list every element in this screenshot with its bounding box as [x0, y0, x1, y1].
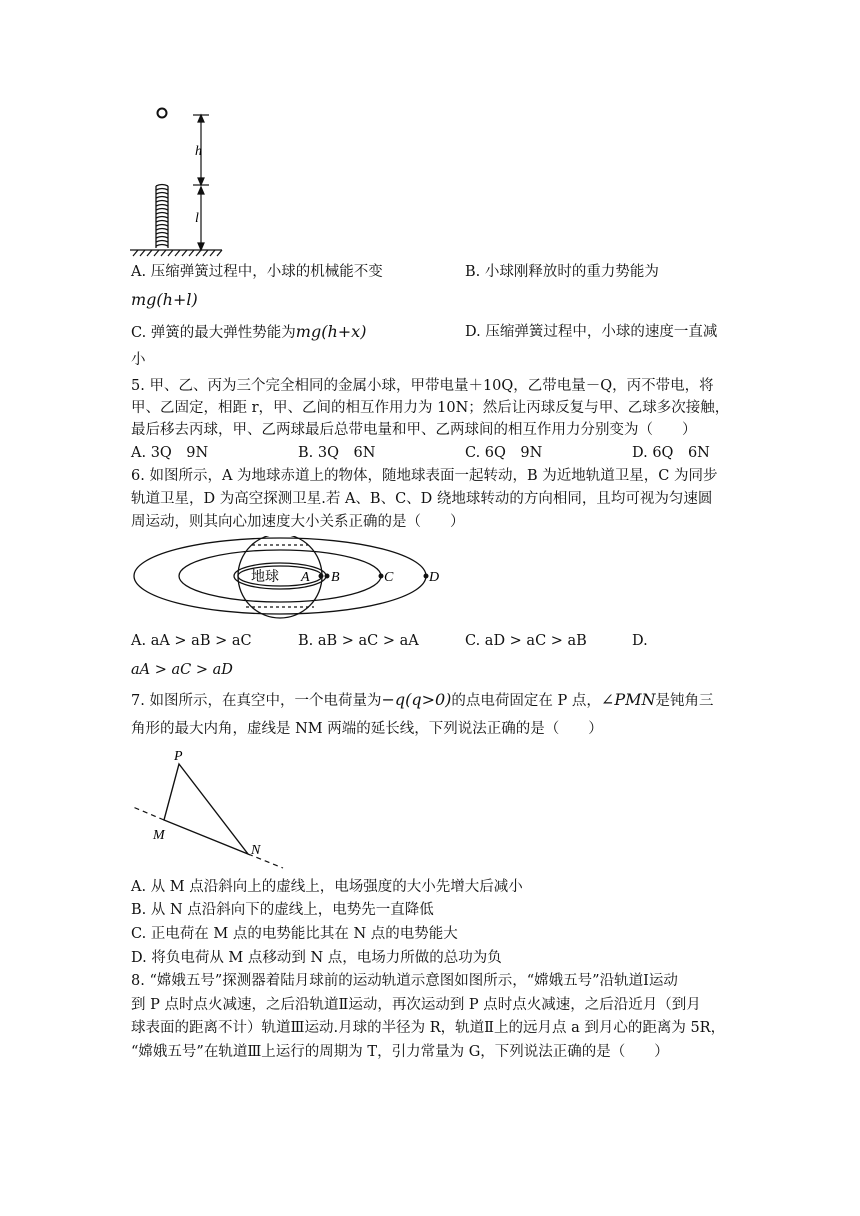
label-d: D [429, 570, 440, 585]
point-c [379, 574, 384, 579]
q7-stem-line1 [131, 690, 713, 711]
q7-charge-formula: −q(q>0) [381, 690, 452, 709]
orbit-figure [131, 536, 441, 626]
spring-icon [156, 185, 168, 249]
q7-stem-line2: 角形的最大内角，虚线是 NM 两端的延长线，下列说法正确的是（ ） [131, 721, 603, 737]
label-m: M [153, 828, 165, 843]
q5-option-b: B. 3Q 6N [298, 445, 376, 461]
q5-stem-line3: 最后移去丙球，甲、乙两球最后总带电量和甲、乙两球间的相互作用力分别变为（ ） [131, 422, 697, 438]
q7-option-b: B. 从 N 点沿斜向下的虚线上，电势先一直降低 [131, 902, 434, 918]
point-b [325, 574, 330, 579]
q7-stem-text-b: 的点电荷固定在 P 点， [451, 693, 601, 709]
label-n: N [251, 843, 261, 858]
q4-option-d-line1: D. 压缩弹簧过程中，小球的速度一直减 [465, 324, 718, 340]
point-a [319, 574, 324, 579]
q4-option-c [131, 322, 366, 343]
label-c: C [384, 570, 394, 585]
label-l: l [195, 211, 199, 226]
q6-option-b: B. aB > aC > aA [298, 633, 419, 649]
q8-stem-line1: 8. “嫦娥五号”探测器着陆月球前的运动轨道示意图如图所示，“嫦娥五号”沿轨道Ⅰ运动 [131, 973, 678, 989]
label-p: P [174, 749, 183, 764]
point-d [424, 574, 429, 579]
q8-stem-line2: 到 P 点时点火减速，之后沿轨道Ⅱ运动，再次运动到 P 点时点火减速，之后沿近月（到月 [131, 997, 701, 1013]
orbit-b [234, 563, 326, 589]
ground-hatch [130, 250, 222, 256]
q6-option-d-expr: aA > aC > aD [131, 662, 233, 678]
q6-stem-line3: 周运动，则其向心加速度大小关系正确的是（ ） [131, 514, 465, 530]
q6-option-c: C. aD > aC > aB [465, 633, 587, 649]
q7-angle: ∠PMN [600, 690, 656, 709]
label-a: A [301, 570, 310, 585]
q5-option-d: D. 6Q 6N [632, 445, 710, 461]
q6-option-d-label: D. [632, 633, 648, 649]
q7-option-a: A. 从 M 点沿斜向上的虚线上，电场强度的大小先增大后减小 [131, 879, 523, 895]
extension-m [133, 807, 164, 820]
q7-stem-text-a: 7. 如图所示，在真空中，一个电荷量为 [131, 693, 382, 709]
label-h: h [195, 144, 202, 159]
q6-stem-line1: 6. 如图所示，A 为地球赤道上的物体，随地球表面一起转动，B 为近地轨道卫星，C 为同步 [131, 468, 718, 484]
ball-icon [158, 109, 167, 118]
label-b: B [331, 570, 340, 585]
earth-label: 地球 [251, 570, 279, 585]
orbit-c [179, 550, 381, 602]
q7-option-c: C. 正电荷在 M 点的电势能比其在 N 点的电势能大 [131, 926, 458, 942]
q4-option-b: B. 小球刚释放时的重力势能为 [465, 264, 659, 280]
q7-stem-text-c: 是钝角三 [655, 693, 714, 709]
q4-option-a: A. 压缩弹簧过程中，小球的机械能不变 [131, 264, 383, 280]
q6-stem-line2: 轨道卫星，D 为高空探测卫星.若 A、B、C、D 绕地球转动的方向相同，且均可视为匀速圆 [131, 491, 713, 507]
triangle-figure [131, 744, 291, 870]
q8-stem-line4: “嫦娥五号”在轨道Ⅲ上运行的周期为 T，引力常量为 G，下列说法正确的是（ ） [131, 1044, 669, 1060]
q4-option-c-text: C. 弹簧的最大弹性势能为 [131, 325, 296, 341]
q5-stem-line1: 5. 甲、乙、丙为三个完全相同的金属小球，甲带电量＋10Q，乙带电量－Q，丙不带电，将 [131, 378, 714, 394]
q4-option-d-line2: 小 [131, 352, 146, 368]
q5-option-c: C. 6Q 9N [465, 445, 543, 461]
spring-figure [125, 100, 230, 260]
q7-option-d: D. 将负电荷从 M 点移动到 N 点，电场力所做的总功为负 [131, 950, 502, 966]
triangle-pmn [164, 764, 248, 854]
q5-stem-line2: 甲、乙固定，相距 r，甲、乙间的相互作用力为 10N；然后让丙球反复与甲、乙球多次接触， [131, 400, 730, 416]
q4-option-c-formula: mg(h+x) [295, 322, 367, 341]
dimension-lines [193, 115, 209, 250]
q6-option-a: A. aA > aB > aC [131, 633, 252, 649]
q4-option-b-formula: mg(h+l) [131, 290, 198, 309]
q8-stem-line3: 球表面的距离不计）轨道Ⅲ运动.月球的半径为 R，轨道Ⅱ上的远月点 a 到月心的距离为 5R， [131, 1020, 726, 1036]
q5-option-a: A. 3Q 9N [131, 445, 209, 461]
